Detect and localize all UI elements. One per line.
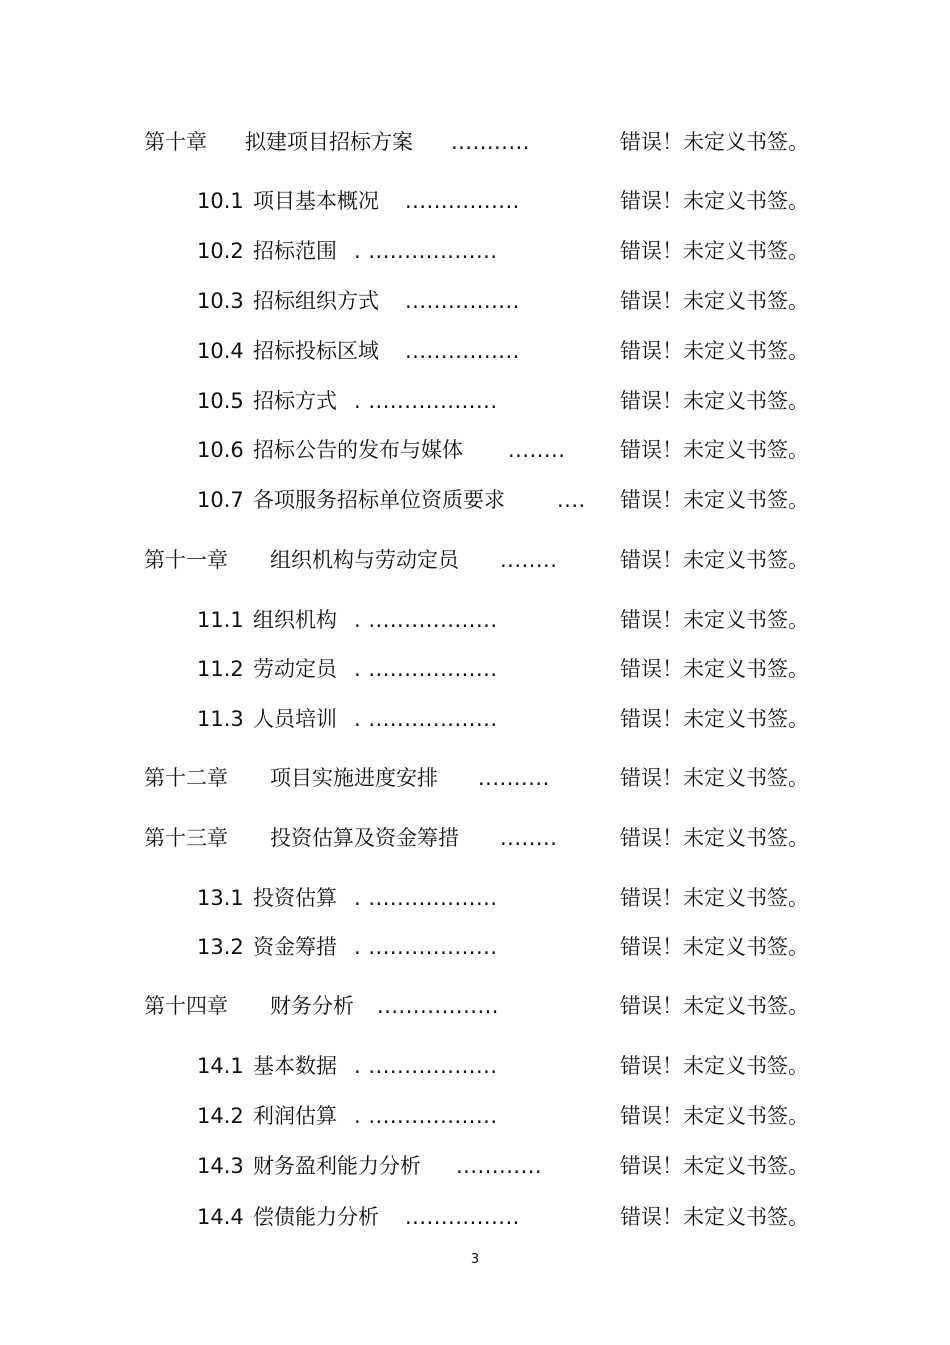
section-number: 11.2: [197, 657, 244, 681]
chapter-title: 组织机构与劳动定员: [270, 548, 459, 572]
toc-entry-section-11-3[interactable]: [0, 704, 950, 734]
page-reference: 错误！未定义书签。: [620, 389, 809, 413]
toc-entry-section-11-1[interactable]: [0, 605, 950, 635]
toc-leader-dots: . ..................: [354, 389, 498, 413]
toc-leader-dots: .................: [377, 994, 499, 1018]
toc-entry-chapter-10[interactable]: [0, 127, 950, 157]
section-title: 招标方式: [253, 389, 337, 413]
section-title: 基本数据: [253, 1054, 337, 1078]
section-number: 14.3: [197, 1154, 244, 1178]
section-number: 10.4: [197, 339, 244, 363]
page-reference: 错误！未定义书签。: [620, 438, 809, 462]
chapter-title: 财务分析: [270, 994, 354, 1018]
section-title: 利润估算: [253, 1104, 337, 1128]
page-reference: 错误！未定义书签。: [620, 707, 809, 731]
toc-entry-section-14-2[interactable]: [0, 1101, 950, 1131]
chapter-label: 第十章: [144, 130, 207, 154]
toc-entry-chapter-14[interactable]: [0, 991, 950, 1021]
page-reference: 错误！未定义书签。: [620, 994, 809, 1018]
page-number: 3: [470, 1252, 480, 1267]
toc-leader-dots: ....: [557, 488, 586, 512]
page-reference: 错误！未定义书签。: [620, 239, 809, 263]
section-number: 14.4: [197, 1205, 244, 1229]
toc-leader-dots: . ..................: [354, 239, 498, 263]
section-number: 10.2: [197, 239, 244, 263]
toc-entry-section-11-2[interactable]: [0, 654, 950, 684]
chapter-label: 第十四章: [144, 994, 228, 1018]
page-reference: 错误！未定义书签。: [620, 189, 809, 213]
toc-leader-dots: . ..................: [354, 886, 498, 910]
toc-leader-dots: ............: [456, 1154, 543, 1178]
section-title: 项目基本概况: [253, 189, 379, 213]
toc-leader-dots: ................: [405, 339, 520, 363]
page-reference: 错误！未定义书签。: [620, 608, 809, 632]
toc-entry-section-10-1[interactable]: [0, 186, 950, 216]
page-reference: 错误！未定义书签。: [620, 766, 809, 790]
toc-leader-dots: ................: [405, 189, 520, 213]
page-reference: 错误！未定义书签。: [620, 1054, 809, 1078]
section-number: 10.1: [197, 189, 244, 213]
page-reference: 错误！未定义书签。: [620, 488, 809, 512]
page-reference: 错误！未定义书签。: [620, 1154, 809, 1178]
page-reference: 错误！未定义书签。: [620, 130, 809, 154]
toc-entry-section-10-3[interactable]: [0, 286, 950, 316]
chapter-label: 第十一章: [144, 548, 228, 572]
toc-entry-section-13-2[interactable]: [0, 932, 950, 962]
section-title: 人员培训: [253, 707, 337, 731]
page-reference: 错误！未定义书签。: [620, 548, 809, 572]
page-reference: 错误！未定义书签。: [620, 289, 809, 313]
toc-entry-section-14-3[interactable]: [0, 1151, 950, 1181]
toc-leader-dots: ........: [508, 438, 566, 462]
section-title: 组织机构: [253, 608, 337, 632]
page-reference: 错误！未定义书签。: [620, 826, 809, 850]
toc-leader-dots: ...........: [451, 130, 530, 154]
section-title: 招标公告的发布与媒体: [253, 438, 463, 462]
toc-leader-dots: ................: [405, 289, 520, 313]
section-number: 10.7: [197, 488, 244, 512]
toc-leader-dots: ........: [500, 548, 558, 572]
page-reference: 错误！未定义书签。: [620, 886, 809, 910]
section-number: 10.6: [197, 438, 244, 462]
section-title: 各项服务招标单位资质要求: [253, 488, 505, 512]
toc-leader-dots: ................: [405, 1205, 520, 1229]
section-title: 偿债能力分析: [253, 1205, 379, 1229]
toc-entry-chapter-13[interactable]: [0, 823, 950, 853]
section-number: 14.1: [197, 1054, 244, 1078]
toc-entry-section-14-4[interactable]: [0, 1202, 950, 1232]
toc-entry-chapter-11[interactable]: [0, 545, 950, 575]
chapter-title: 拟建项目招标方案: [245, 130, 413, 154]
page-reference: 错误！未定义书签。: [620, 339, 809, 363]
toc-entry-section-10-4[interactable]: [0, 336, 950, 366]
section-title: 投资估算: [253, 886, 337, 910]
section-number: 13.1: [197, 886, 244, 910]
toc-leader-dots: . ..................: [354, 1054, 498, 1078]
section-number: 11.1: [197, 608, 244, 632]
toc-entry-section-14-1[interactable]: [0, 1051, 950, 1081]
section-title: 招标组织方式: [253, 289, 379, 313]
toc-entry-section-10-2[interactable]: [0, 236, 950, 266]
page-reference: 错误！未定义书签。: [620, 657, 809, 681]
toc-entry-section-10-5[interactable]: [0, 386, 950, 416]
page-reference: 错误！未定义书签。: [620, 935, 809, 959]
section-number: 10.5: [197, 389, 244, 413]
toc-leader-dots: ........: [500, 826, 558, 850]
section-number: 14.2: [197, 1104, 244, 1128]
page-reference: 错误！未定义书签。: [620, 1205, 809, 1229]
toc-leader-dots: . ..................: [354, 707, 498, 731]
section-title: 劳动定员: [253, 657, 337, 681]
section-title: 招标投标区域: [253, 339, 379, 363]
toc-leader-dots: . ..................: [354, 1104, 498, 1128]
section-number: 10.3: [197, 289, 244, 313]
section-title: 财务盈利能力分析: [253, 1154, 421, 1178]
section-number: 11.3: [197, 707, 244, 731]
toc-leader-dots: . ..................: [354, 935, 498, 959]
page-reference: 错误！未定义书签。: [620, 1104, 809, 1128]
toc-entry-section-10-6[interactable]: [0, 435, 950, 465]
toc-entry-chapter-12[interactable]: [0, 763, 950, 793]
toc-entry-section-13-1[interactable]: [0, 883, 950, 913]
section-title: 资金筹措: [253, 935, 337, 959]
section-number: 13.2: [197, 935, 244, 959]
chapter-title: 投资估算及资金筹措: [270, 826, 459, 850]
toc-leader-dots: ..........: [478, 766, 550, 790]
chapter-label: 第十二章: [144, 766, 228, 790]
toc-leader-dots: . ..................: [354, 608, 498, 632]
section-title: 招标范围: [253, 239, 337, 263]
chapter-label: 第十三章: [144, 826, 228, 850]
chapter-title: 项目实施进度安排: [270, 766, 438, 790]
toc-leader-dots: . ..................: [354, 657, 498, 681]
toc-entry-section-10-7[interactable]: [0, 485, 950, 515]
